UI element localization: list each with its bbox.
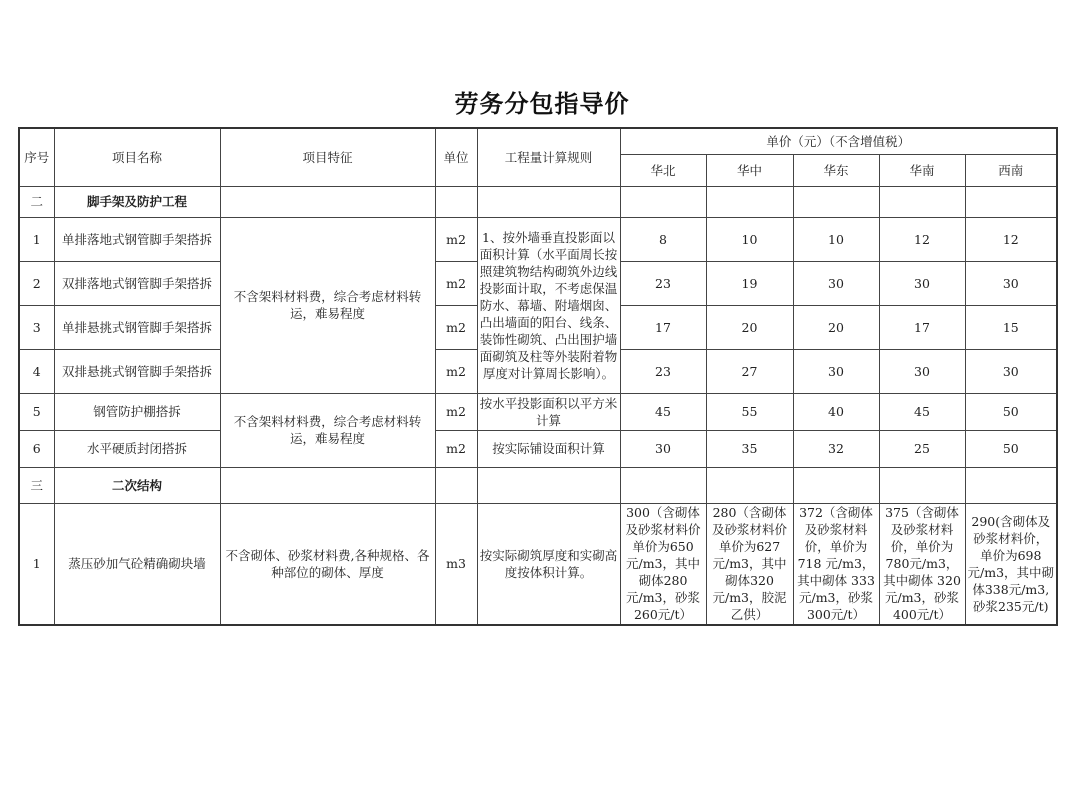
row-number: 2	[19, 261, 54, 305]
price-cell: 50	[965, 393, 1057, 430]
price-cell: 10	[793, 217, 879, 261]
price-cell: 45	[879, 393, 965, 430]
item-feature: 不含架料材料费，综合考虑材料转运，难易程度	[220, 393, 435, 467]
item-unit: m2	[435, 430, 477, 467]
quantity-rule: 按实际砌筑厚度和实砌高度按体积计算。	[477, 503, 620, 625]
price-cell: 40	[793, 393, 879, 430]
item-unit: m2	[435, 217, 477, 261]
price-cell: 20	[793, 305, 879, 349]
table-row	[19, 503, 1057, 625]
price-cell: 20	[706, 305, 793, 349]
price-cell: 27	[706, 349, 793, 393]
price-cell: 30	[879, 261, 965, 305]
row-number: 6	[19, 430, 54, 467]
price-cell: 50	[965, 430, 1057, 467]
header-region: 华北	[620, 154, 706, 186]
price-cell: 19	[706, 261, 793, 305]
price-cell: 30	[620, 430, 706, 467]
section-row	[19, 186, 1057, 217]
price-cell: 55	[706, 393, 793, 430]
price-cell: 30	[793, 261, 879, 305]
price-cell: 290(含砌体及砂浆材料价，单价为698元/m3，其中砌体338元/m3,砂浆235元/t)	[965, 503, 1057, 625]
item-name: 双排悬挑式钢管脚手架搭拆	[54, 349, 220, 393]
row-number: 1	[19, 217, 54, 261]
section-title: 脚手架及防护工程	[54, 186, 220, 217]
header-region: 华东	[793, 154, 879, 186]
item-name: 单排悬挑式钢管脚手架搭拆	[54, 305, 220, 349]
item-name: 钢管防护棚搭拆	[54, 393, 220, 430]
header-region: 西南	[965, 154, 1057, 186]
price-cell: 30	[793, 349, 879, 393]
item-feature: 不含砌体、砂浆材料费,各种规格、各种部位的砌体、厚度	[220, 503, 435, 625]
price-cell: 25	[879, 430, 965, 467]
price-cell: 372（含砌体及砂浆材料价，单价为718 元/m3，其中砌体 333元/m3，砂浆300元/t）	[793, 503, 879, 625]
price-cell: 12	[879, 217, 965, 261]
item-feature: 不含架料材料费，综合考虑材料转运，难易程度	[220, 217, 435, 393]
price-cell: 17	[879, 305, 965, 349]
row-number: 5	[19, 393, 54, 430]
header-price-group: 单价（元）（不含增值税）	[620, 128, 1057, 154]
item-unit: m3	[435, 503, 477, 625]
header-feature: 项目特征	[220, 128, 435, 186]
item-name: 水平硬质封闭搭拆	[54, 430, 220, 467]
item-unit: m2	[435, 305, 477, 349]
item-name: 蒸压砂加气砼精确砌块墙	[54, 503, 220, 625]
row-number: 3	[19, 305, 54, 349]
header-rule: 工程量计算规则	[477, 128, 620, 186]
price-cell: 30	[879, 349, 965, 393]
item-unit: m2	[435, 393, 477, 430]
item-unit: m2	[435, 349, 477, 393]
price-table	[18, 127, 1058, 626]
price-cell: 280（含砌体及砂浆材料价单价为627元/m3，其中砌体320元/m3，胶泥乙供）	[706, 503, 793, 625]
section-number: 三	[19, 467, 54, 503]
quantity-rule: 1、按外墙垂直投影面以面积计算（水平面周长按照建筑物结构砌筑外边线投影面计取，不考虑保温防水、幕墙、附墙烟囱、凸出墙面的阳台、线条、装饰性砌筑、凸出围护墙面砌筑及柱等外装附着物厚度对计算周长影响）。	[477, 217, 620, 393]
quantity-rule: 按水平投影面积以平方米计算	[477, 393, 620, 430]
section-title: 二次结构	[54, 467, 220, 503]
price-cell: 23	[620, 349, 706, 393]
header-region: 华中	[706, 154, 793, 186]
section-row	[19, 467, 1057, 503]
table-row	[19, 217, 1057, 261]
price-cell: 30	[965, 349, 1057, 393]
header-region: 华南	[879, 154, 965, 186]
header-seq: 序号	[19, 128, 54, 186]
header-unit: 单位	[435, 128, 477, 186]
price-cell: 30	[965, 261, 1057, 305]
page-title: 劳务分包指导价	[454, 90, 630, 118]
price-cell: 8	[620, 217, 706, 261]
price-cell: 35	[706, 430, 793, 467]
price-cell: 12	[965, 217, 1057, 261]
price-cell: 23	[620, 261, 706, 305]
price-cell: 300（含砌体及砂浆材料价单价为650元/m3，其中砌体280元/m3，砂浆260元/t）	[620, 503, 706, 625]
price-cell: 10	[706, 217, 793, 261]
price-cell: 15	[965, 305, 1057, 349]
item-name: 双排落地式钢管脚手架搭拆	[54, 261, 220, 305]
price-cell: 32	[793, 430, 879, 467]
table-row	[19, 430, 1057, 467]
table-row	[19, 393, 1057, 430]
quantity-rule: 按实际铺设面积计算	[477, 430, 620, 467]
section-number: 二	[19, 186, 54, 217]
header-name: 项目名称	[54, 128, 220, 186]
row-number: 4	[19, 349, 54, 393]
price-cell: 45	[620, 393, 706, 430]
price-cell: 17	[620, 305, 706, 349]
item-unit: m2	[435, 261, 477, 305]
item-name: 单排落地式钢管脚手架搭拆	[54, 217, 220, 261]
row-number: 1	[19, 503, 54, 625]
price-cell: 375（含砌体及砂浆材料价，单价为780元/m3，其中砌体 320元/m3，砂浆400元/t）	[879, 503, 965, 625]
